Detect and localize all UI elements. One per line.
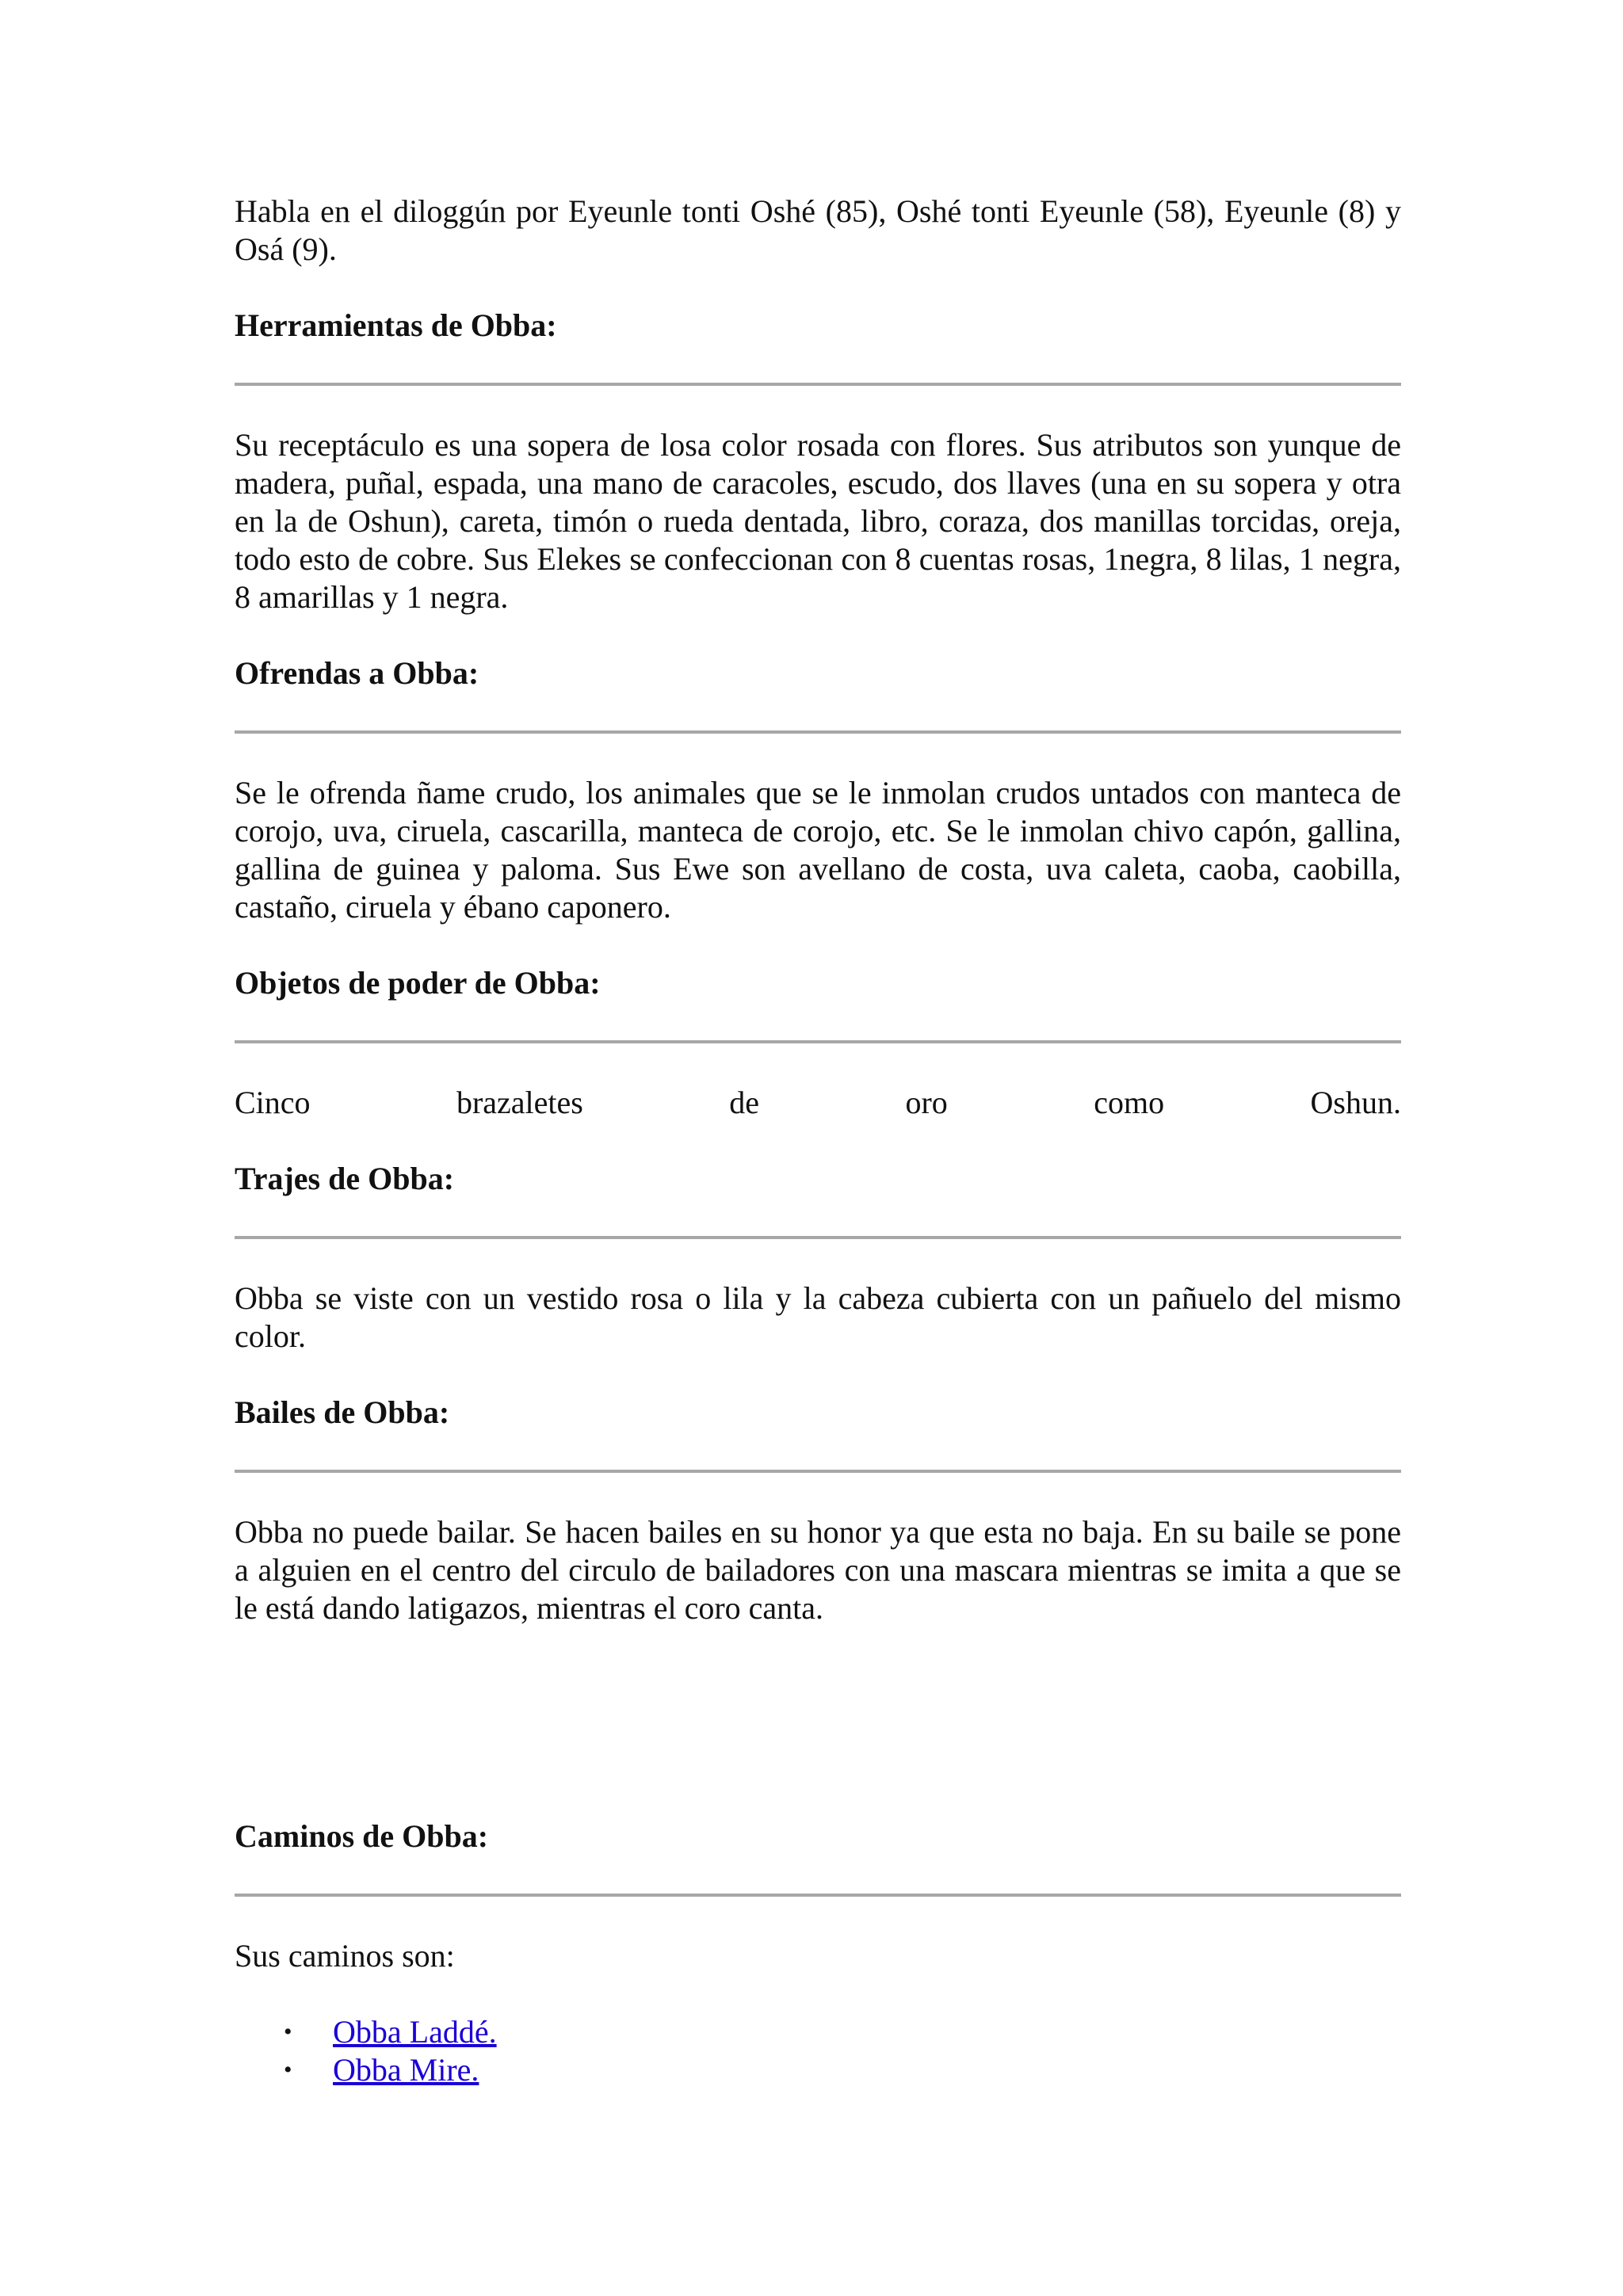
section-body: Se le ofrenda ñame crudo, los animales que se le inmolan crudos untados con manteca de corojo, uva, ciruela, cascarilla, manteca de corojo, etc. Se le inmolan chivo capón, gallina, gallina de guinea y paloma. Sus Ewe son avellano de costa, uva caleta, caoba, caobilla, castaño, ciruela y ébano caponero. <box>235 775 1401 925</box>
body-word: de <box>729 1085 760 1120</box>
intro-paragraph: Habla en el diloggún por Eyeunle tonti Oshé (85), Oshé tonti Eyeunle (58), Eyeunle (8) y Osá (9). <box>235 193 1401 267</box>
blank-space <box>235 1665 1401 1817</box>
section-divider <box>235 730 1401 734</box>
section-heading: Caminos de Obba: <box>235 1818 489 1854</box>
section-heading: Herramientas de Obba: <box>235 307 557 343</box>
section-body: Obba no puede bailar. Se hacen bailes en su honor ya que esta no baja. En su baile se pone a alguien en el centro del circulo de bailadores con una mascara mientras se imita a que se le está dando latigazos, mientras el coro canta. <box>235 1514 1401 1626</box>
section-heading: Objetos de poder de Obba: <box>235 965 601 1001</box>
section-divider <box>235 1894 1401 1897</box>
bullet-icon: • <box>284 2019 292 2045</box>
link-obba-ladde[interactable]: Obba Laddé. <box>333 2014 497 2050</box>
section-body: Su receptáculo es una sopera de losa color rosada con flores. Sus atributos son yunque de madera, puñal, espada, una mano de caracoles, escudo, dos llaves (una en su sopera y otra en la de Oshun), careta, timón o rueda dentada, libro, coraza, dos manillas torcidas, oreja, todo esto de cobre. Sus Elekes se confeccionan con 8 cuentas rosas, 1negra, 8 lilas, 1 negra, 8 amarillas y 1 negra. <box>235 427 1401 615</box>
section-body: Obba se viste con un vestido rosa o lila y la cabeza cubierta con un pañuelo del mismo color. <box>235 1280 1401 1354</box>
section-objetos <box>235 964 1401 1122</box>
body-word: brazaletes <box>456 1085 583 1120</box>
body-word: Cinco <box>235 1085 311 1120</box>
section-heading: Trajes de Obba: <box>235 1161 455 1196</box>
body-word: Oshun. <box>1310 1085 1401 1120</box>
section-bailes <box>235 1394 1401 1627</box>
document-page <box>235 193 1401 2089</box>
section-ofrendas <box>235 654 1401 926</box>
section-heading: Ofrendas a Obba: <box>235 655 479 691</box>
section-divider <box>235 383 1401 386</box>
section-divider <box>235 1470 1401 1473</box>
link-obba-mire[interactable]: Obba Mire. <box>333 2052 479 2088</box>
section-trajes <box>235 1160 1401 1356</box>
section-body: Sus caminos son: <box>235 1938 455 1974</box>
section-caminos <box>235 1817 1401 2089</box>
caminos-list <box>235 2013 1401 2089</box>
section-divider <box>235 1236 1401 1239</box>
section-divider <box>235 1040 1401 1043</box>
list-item <box>284 2013 1401 2051</box>
section-body <box>235 1084 1401 1122</box>
list-item <box>284 2051 1401 2089</box>
body-word: oro <box>905 1085 948 1120</box>
section-herramientas <box>235 307 1401 616</box>
bullet-icon: • <box>284 2057 292 2083</box>
section-heading: Bailes de Obba: <box>235 1394 450 1430</box>
body-word: como <box>1094 1085 1165 1120</box>
